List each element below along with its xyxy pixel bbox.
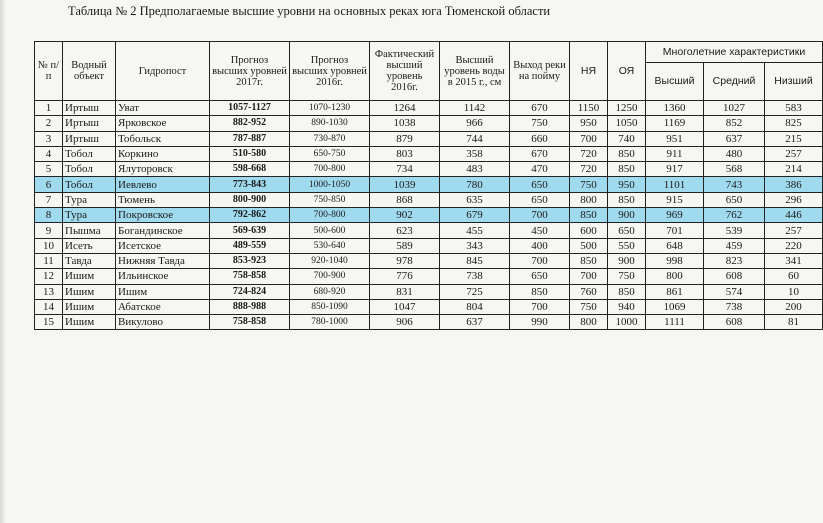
forecast-2016-cell: 680-920	[290, 284, 370, 299]
max-2015-cell: 780	[440, 177, 510, 192]
table-row	[35, 131, 823, 146]
multiyear-high-cell: 911	[646, 146, 704, 161]
multiyear-low-cell: 386	[765, 177, 823, 192]
row-number: 7	[35, 192, 63, 207]
forecast-2016-cell: 1070-1230	[290, 101, 370, 116]
multiyear-high-cell: 1069	[646, 299, 704, 314]
table-row	[35, 208, 823, 223]
forecast-2016-cell: 920-1040	[290, 253, 370, 268]
actual-2016-cell: 1264	[370, 101, 440, 116]
actual-2016-cell: 803	[370, 146, 440, 161]
nya-cell: 850	[570, 253, 608, 268]
col-header-multiyear: Многолетние характеристики	[646, 42, 823, 63]
col-header-station: Гидропост	[116, 42, 210, 101]
forecast-2017-cell: 724-824	[210, 284, 290, 299]
station-cell: Нижняя Тавда	[116, 253, 210, 268]
nya-cell: 850	[570, 208, 608, 223]
nya-cell: 720	[570, 146, 608, 161]
station-cell: Ялуторовск	[116, 162, 210, 177]
station-cell: Ярковское	[116, 116, 210, 131]
multiyear-low-cell: 257	[765, 223, 823, 238]
row-number: 13	[35, 284, 63, 299]
multiyear-high-cell: 861	[646, 284, 704, 299]
nya-cell: 720	[570, 162, 608, 177]
station-cell: Абатское	[116, 299, 210, 314]
forecast-2017-cell: 758-858	[210, 269, 290, 284]
multiyear-low-cell: 583	[765, 101, 823, 116]
table-title: Таблица № 2 Предполагаемые высшие уровни на основных реках юга Тюменской области	[68, 4, 551, 18]
row-number: 11	[35, 253, 63, 268]
oya-cell: 550	[608, 238, 646, 253]
nya-cell: 760	[570, 284, 608, 299]
multiyear-high-cell: 969	[646, 208, 704, 223]
multiyear-mid-cell: 637	[704, 131, 765, 146]
multiyear-high-cell: 1111	[646, 315, 704, 330]
multiyear-low-cell: 200	[765, 299, 823, 314]
row-number: 2	[35, 116, 63, 131]
forecast-2017-cell: 882-952	[210, 116, 290, 131]
station-cell: Уват	[116, 101, 210, 116]
row-number: 5	[35, 162, 63, 177]
forecast-2016-cell: 530-640	[290, 238, 370, 253]
forecast-2017-cell: 510-580	[210, 146, 290, 161]
station-cell: Тобольск	[116, 131, 210, 146]
multiyear-low-cell: 215	[765, 131, 823, 146]
river-cell: Ишим	[63, 299, 116, 314]
floodplain-cell: 670	[510, 101, 570, 116]
row-number: 1	[35, 101, 63, 116]
multiyear-mid-cell: 480	[704, 146, 765, 161]
max-2015-cell: 455	[440, 223, 510, 238]
row-number: 12	[35, 269, 63, 284]
floodplain-cell: 650	[510, 192, 570, 207]
oya-cell: 1000	[608, 315, 646, 330]
forecast-2017-cell: 787-887	[210, 131, 290, 146]
forecast-2016-cell: 500-600	[290, 223, 370, 238]
station-cell: Коркино	[116, 146, 210, 161]
floodplain-cell: 670	[510, 146, 570, 161]
col-header-floodplain: Выход реки на пойму	[510, 42, 570, 101]
max-2015-cell: 635	[440, 192, 510, 207]
actual-2016-cell: 978	[370, 253, 440, 268]
actual-2016-cell: 1047	[370, 299, 440, 314]
oya-cell: 650	[608, 223, 646, 238]
actual-2016-cell: 589	[370, 238, 440, 253]
forecast-2017-cell: 792-862	[210, 208, 290, 223]
floodplain-cell: 700	[510, 253, 570, 268]
max-2015-cell: 725	[440, 284, 510, 299]
oya-cell: 850	[608, 146, 646, 161]
actual-2016-cell: 734	[370, 162, 440, 177]
col-header-forecast-2017: Прогноз высших уровней 2017г.	[210, 42, 290, 101]
river-cell: Ишим	[63, 315, 116, 330]
oya-cell: 900	[608, 253, 646, 268]
river-cell: Иртыш	[63, 116, 116, 131]
oya-cell: 850	[608, 284, 646, 299]
river-cell: Иртыш	[63, 131, 116, 146]
actual-2016-cell: 1039	[370, 177, 440, 192]
forecast-2016-cell: 700-800	[290, 162, 370, 177]
multiyear-mid-cell: 608	[704, 315, 765, 330]
scan-edge-shadow	[0, 0, 6, 523]
multiyear-mid-cell: 738	[704, 299, 765, 314]
forecast-2016-cell: 780-1000	[290, 315, 370, 330]
multiyear-mid-cell: 608	[704, 269, 765, 284]
floodplain-cell: 450	[510, 223, 570, 238]
table-row	[35, 253, 823, 268]
multiyear-high-cell: 1169	[646, 116, 704, 131]
multiyear-mid-cell: 852	[704, 116, 765, 131]
river-cell: Исеть	[63, 238, 116, 253]
multiyear-mid-cell: 459	[704, 238, 765, 253]
forecast-2016-cell: 730-870	[290, 131, 370, 146]
river-cell: Тавда	[63, 253, 116, 268]
river-cell: Иртыш	[63, 101, 116, 116]
table-row	[35, 116, 823, 131]
oya-cell: 850	[608, 192, 646, 207]
station-cell: Тюмень	[116, 192, 210, 207]
forecast-2017-cell: 569-639	[210, 223, 290, 238]
nya-cell: 700	[570, 269, 608, 284]
forecast-2017-cell: 1057-1127	[210, 101, 290, 116]
multiyear-mid-cell: 650	[704, 192, 765, 207]
forecast-2017-cell: 758-858	[210, 315, 290, 330]
floodplain-cell: 700	[510, 299, 570, 314]
forecast-2017-cell: 773-843	[210, 177, 290, 192]
floodplain-cell: 650	[510, 177, 570, 192]
forecast-2016-cell: 750-850	[290, 192, 370, 207]
multiyear-low-cell: 81	[765, 315, 823, 330]
forecast-2017-cell: 888-988	[210, 299, 290, 314]
row-number: 14	[35, 299, 63, 314]
floodplain-cell: 660	[510, 131, 570, 146]
nya-cell: 1150	[570, 101, 608, 116]
river-cell: Тобол	[63, 146, 116, 161]
table-row	[35, 299, 823, 314]
table-row	[35, 146, 823, 161]
forecast-2016-cell: 1000-1050	[290, 177, 370, 192]
nya-cell: 800	[570, 315, 608, 330]
nya-cell: 750	[570, 177, 608, 192]
max-2015-cell: 343	[440, 238, 510, 253]
multiyear-high-cell: 648	[646, 238, 704, 253]
max-2015-cell: 804	[440, 299, 510, 314]
max-2015-cell: 1142	[440, 101, 510, 116]
floodplain-cell: 650	[510, 269, 570, 284]
row-number: 10	[35, 238, 63, 253]
multiyear-high-cell: 800	[646, 269, 704, 284]
multiyear-low-cell: 341	[765, 253, 823, 268]
oya-cell: 850	[608, 162, 646, 177]
river-cell: Пышма	[63, 223, 116, 238]
table-body	[35, 101, 823, 330]
river-cell: Ишим	[63, 284, 116, 299]
table-row	[35, 192, 823, 207]
table-row	[35, 284, 823, 299]
multiyear-mid-cell: 539	[704, 223, 765, 238]
multiyear-high-cell: 1360	[646, 101, 704, 116]
table-row	[35, 238, 823, 253]
max-2015-cell: 744	[440, 131, 510, 146]
floodplain-cell: 850	[510, 284, 570, 299]
row-number: 8	[35, 208, 63, 223]
oya-cell: 1050	[608, 116, 646, 131]
multiyear-mid-cell: 568	[704, 162, 765, 177]
forecast-2017-cell: 800-900	[210, 192, 290, 207]
station-cell: Покровское	[116, 208, 210, 223]
forecast-2017-cell: 598-668	[210, 162, 290, 177]
forecast-2016-cell: 700-900	[290, 269, 370, 284]
table-row	[35, 315, 823, 330]
max-2015-cell: 738	[440, 269, 510, 284]
actual-2016-cell: 906	[370, 315, 440, 330]
actual-2016-cell: 831	[370, 284, 440, 299]
actual-2016-cell: 1038	[370, 116, 440, 131]
river-cell: Тобол	[63, 177, 116, 192]
col-header-num: № п/п	[35, 42, 63, 101]
station-cell: Ильинское	[116, 269, 210, 284]
forecast-2016-cell: 850-1090	[290, 299, 370, 314]
multiyear-low-cell: 214	[765, 162, 823, 177]
row-number: 15	[35, 315, 63, 330]
nya-cell: 600	[570, 223, 608, 238]
forecast-2016-cell: 700-800	[290, 208, 370, 223]
forecast-2017-cell: 853-923	[210, 253, 290, 268]
oya-cell: 750	[608, 269, 646, 284]
actual-2016-cell: 776	[370, 269, 440, 284]
actual-2016-cell: 902	[370, 208, 440, 223]
table-row	[35, 101, 823, 116]
multiyear-mid-cell: 743	[704, 177, 765, 192]
row-number: 4	[35, 146, 63, 161]
col-header-max-2015: Высший уровень воды в 2015 г., см	[440, 42, 510, 101]
col-header-object: Водный объект	[63, 42, 116, 101]
oya-cell: 740	[608, 131, 646, 146]
floodplain-cell: 750	[510, 116, 570, 131]
nya-cell: 500	[570, 238, 608, 253]
multiyear-high-cell: 915	[646, 192, 704, 207]
table-row	[35, 162, 823, 177]
forecast-2017-cell: 489-559	[210, 238, 290, 253]
nya-cell: 700	[570, 131, 608, 146]
col-header-multiyear-mid: Средний	[704, 63, 765, 101]
actual-2016-cell: 868	[370, 192, 440, 207]
multiyear-high-cell: 1101	[646, 177, 704, 192]
floodplain-cell: 990	[510, 315, 570, 330]
row-number: 9	[35, 223, 63, 238]
oya-cell: 1250	[608, 101, 646, 116]
table-row	[35, 177, 823, 192]
station-cell: Иевлево	[116, 177, 210, 192]
oya-cell: 950	[608, 177, 646, 192]
max-2015-cell: 845	[440, 253, 510, 268]
max-2015-cell: 483	[440, 162, 510, 177]
row-number: 3	[35, 131, 63, 146]
col-header-actual-2016: Фактический высший уровень 2016г.	[370, 42, 440, 101]
river-cell: Тура	[63, 192, 116, 207]
col-header-nya: НЯ	[570, 42, 608, 101]
max-2015-cell: 358	[440, 146, 510, 161]
river-cell: Тура	[63, 208, 116, 223]
river-cell: Тобол	[63, 162, 116, 177]
station-cell: Ишим	[116, 284, 210, 299]
nya-cell: 750	[570, 299, 608, 314]
forecast-2016-cell: 650-750	[290, 146, 370, 161]
multiyear-mid-cell: 1027	[704, 101, 765, 116]
max-2015-cell: 679	[440, 208, 510, 223]
max-2015-cell: 966	[440, 116, 510, 131]
table-row	[35, 269, 823, 284]
multiyear-high-cell: 917	[646, 162, 704, 177]
floodplain-cell: 470	[510, 162, 570, 177]
nya-cell: 950	[570, 116, 608, 131]
oya-cell: 940	[608, 299, 646, 314]
actual-2016-cell: 879	[370, 131, 440, 146]
col-header-multiyear-low: Низший	[765, 63, 823, 101]
multiyear-high-cell: 951	[646, 131, 704, 146]
col-header-oya: ОЯ	[608, 42, 646, 101]
station-cell: Богандинское	[116, 223, 210, 238]
row-number: 6	[35, 177, 63, 192]
water-levels-table	[34, 41, 823, 330]
forecast-2016-cell: 890-1030	[290, 116, 370, 131]
multiyear-low-cell: 60	[765, 269, 823, 284]
multiyear-low-cell: 446	[765, 208, 823, 223]
multiyear-high-cell: 701	[646, 223, 704, 238]
river-cell: Ишим	[63, 269, 116, 284]
multiyear-high-cell: 998	[646, 253, 704, 268]
multiyear-mid-cell: 762	[704, 208, 765, 223]
col-header-multiyear-high: Высший	[646, 63, 704, 101]
multiyear-low-cell: 257	[765, 146, 823, 161]
station-cell: Исетское	[116, 238, 210, 253]
table-row	[35, 223, 823, 238]
multiyear-mid-cell: 574	[704, 284, 765, 299]
multiyear-low-cell: 220	[765, 238, 823, 253]
multiyear-mid-cell: 823	[704, 253, 765, 268]
floodplain-cell: 700	[510, 208, 570, 223]
oya-cell: 900	[608, 208, 646, 223]
max-2015-cell: 637	[440, 315, 510, 330]
multiyear-low-cell: 825	[765, 116, 823, 131]
nya-cell: 800	[570, 192, 608, 207]
multiyear-low-cell: 296	[765, 192, 823, 207]
multiyear-low-cell: 10	[765, 284, 823, 299]
actual-2016-cell: 623	[370, 223, 440, 238]
floodplain-cell: 400	[510, 238, 570, 253]
col-header-forecast-2016: Прогноз высших уровней 2016г.	[290, 42, 370, 101]
station-cell: Викулово	[116, 315, 210, 330]
